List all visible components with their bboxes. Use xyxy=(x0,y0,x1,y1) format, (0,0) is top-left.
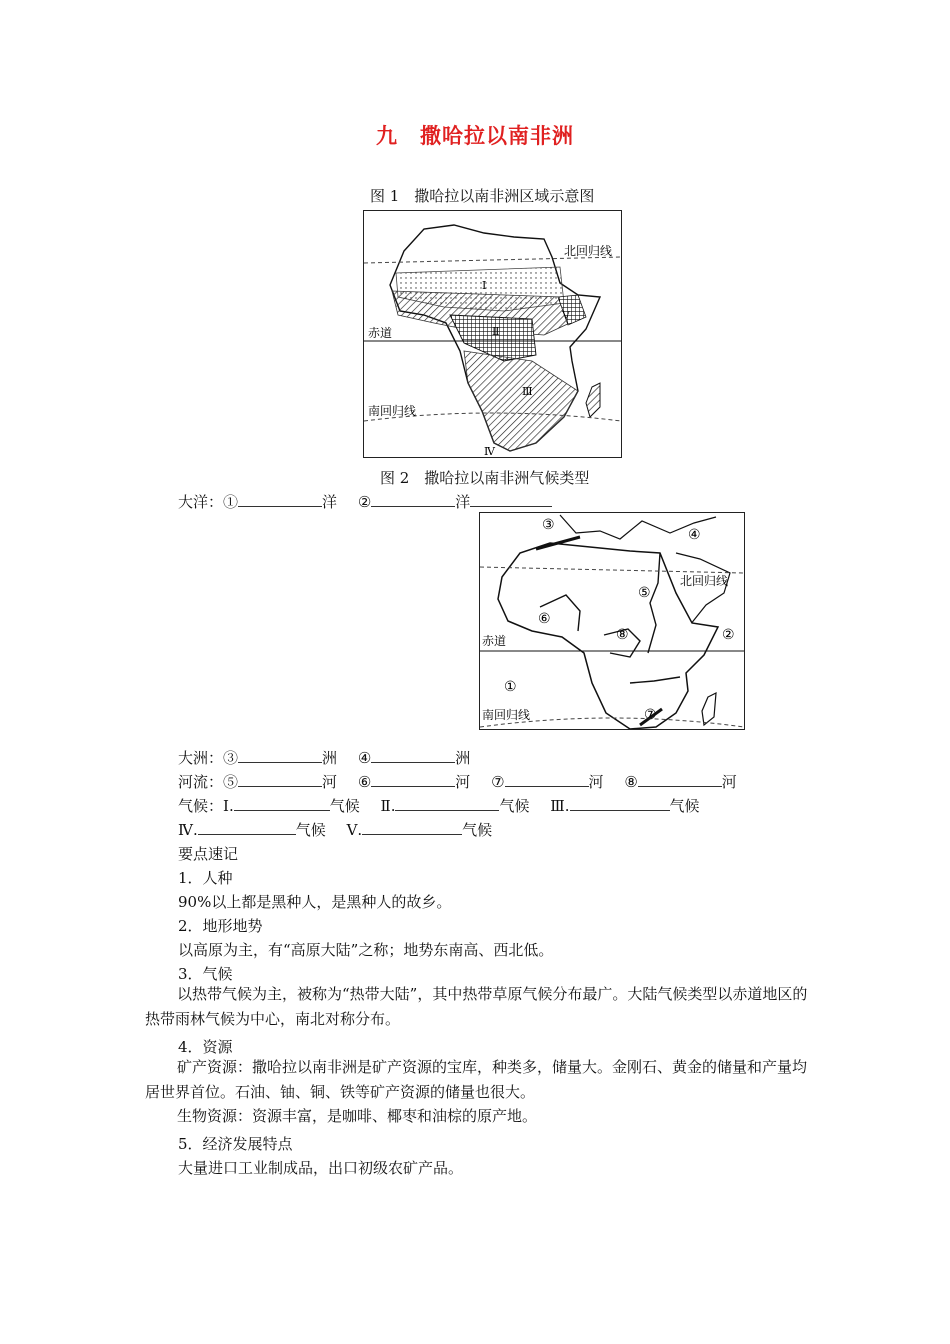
continent4-blank[interactable] xyxy=(371,748,455,763)
tropic-south-label: 南回归线 xyxy=(368,404,417,418)
marker-3: ③ xyxy=(542,517,555,533)
section2-title: 2．地形地势 xyxy=(178,917,263,935)
figure1-svg xyxy=(364,211,621,457)
section4-text-1: 矿产资源：撒哈拉以南非洲是矿产资源的宝库，种类多，储量大。金刚石、黄金的储量和产量均居世界首位。石油、铀、铜、铁等矿产资源的储量也很大。 xyxy=(145,1058,808,1101)
figure2-svg xyxy=(480,513,744,729)
continent3-blank[interactable] xyxy=(238,748,322,763)
section5-title: 5．经济发展特点 xyxy=(178,1135,293,1153)
ocean1-blank[interactable] xyxy=(238,492,322,507)
marker-4: ④ xyxy=(688,527,701,543)
madagascar xyxy=(586,383,600,417)
continent-line: 大洲：③ 洲 ④ 洲 xyxy=(178,749,471,767)
zone1-label: Ⅰ xyxy=(482,279,487,292)
tropic-south-label: 南回归线 xyxy=(482,708,531,722)
africa-outline xyxy=(498,543,718,729)
river7-blank[interactable] xyxy=(505,772,589,787)
marker-2: ② xyxy=(722,627,735,643)
climate3-blank[interactable] xyxy=(570,796,670,811)
tropic-north-label: 北回归线 xyxy=(564,244,613,258)
zone3-label: Ⅲ xyxy=(522,385,533,398)
figure2-caption: 图 2 撒哈拉以南非洲气候类型 xyxy=(380,469,590,487)
zone2-label: Ⅱ xyxy=(492,325,500,338)
marker-8: ⑧ xyxy=(616,627,629,643)
page-title: 九 撒哈拉以南非洲 xyxy=(376,123,574,148)
climate-line-1: 气候：Ⅰ. 气候 Ⅱ. 气候 Ⅲ. 气候 xyxy=(178,797,700,815)
climate5-blank[interactable] xyxy=(362,820,462,835)
ocean-line: 大洋：① 洋 ② 洋 xyxy=(178,491,552,512)
section3-title: 3．气候 xyxy=(178,965,233,983)
figure1-map xyxy=(363,210,622,458)
ocean2-blank[interactable] xyxy=(371,492,455,507)
marker-6: ⑥ xyxy=(538,611,551,627)
equator-label: 赤道 xyxy=(368,326,393,340)
section2-text: 以高原为主，有“高原大陆”之称；地势东南高、西北低。 xyxy=(178,941,554,959)
section1-text: 90%以上都是黑种人，是黑种人的故乡。 xyxy=(178,893,452,911)
figure2-map xyxy=(479,512,745,730)
zone4-label: Ⅳ xyxy=(484,445,495,457)
river8-blank[interactable] xyxy=(638,772,722,787)
tropic-north-label: 北回归线 xyxy=(680,574,729,588)
section3-text: 以热带气候为主，被称为“热带大陆”，其中热带草原气候分布最广。大陆气候类型以赤道地区的热带雨林气候为中心，南北对称分布。 xyxy=(145,985,808,1028)
climate2-blank[interactable] xyxy=(395,796,499,811)
notes-heading: 要点速记 xyxy=(178,845,239,863)
marker-1: ① xyxy=(504,679,517,695)
madagascar xyxy=(702,693,716,725)
climate1-blank[interactable] xyxy=(234,796,330,811)
climate-line-2: Ⅳ. 气候 Ⅴ. 气候 xyxy=(178,821,493,839)
figure1-caption: 图 1 撒哈拉以南非洲区域示意图 xyxy=(370,187,595,205)
section5-text: 大量进口工业制成品，出口初级农矿产品。 xyxy=(178,1159,464,1177)
river5-blank[interactable] xyxy=(238,772,322,787)
section1-title: 1．人种 xyxy=(178,869,233,887)
equator-label: 赤道 xyxy=(482,634,507,648)
section4-text-2: 生物资源：资源丰富，是咖啡、椰枣和油棕的原产地。 xyxy=(177,1107,538,1125)
river6-blank[interactable] xyxy=(371,772,455,787)
zone5-label: Ⅴ xyxy=(562,309,570,322)
marker-7: ⑦ xyxy=(644,707,657,723)
climate4-blank[interactable] xyxy=(198,820,296,835)
section4-title: 4．资源 xyxy=(178,1038,233,1056)
river-line: 河流：⑤ 河 ⑥ 河 ⑦ 河 ⑧ 河 xyxy=(178,773,737,791)
marker-5: ⑤ xyxy=(638,585,651,601)
